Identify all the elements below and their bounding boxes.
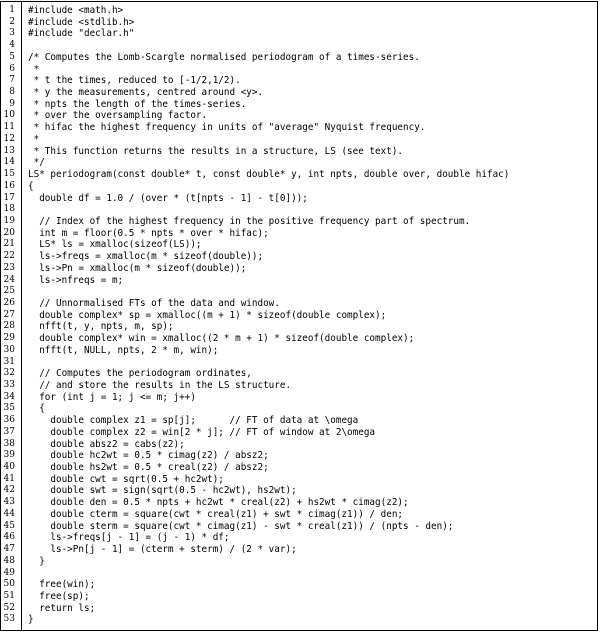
code-line <box>1 333 597 345</box>
code-text: * t the times, reduced to [-1/2,1/2). <box>28 75 241 87</box>
code-line <box>1 357 597 369</box>
line-number: 23 <box>3 262 15 273</box>
code-text: // Unnormalised FTs of the data and window. <box>28 297 280 309</box>
code-line <box>1 5 597 17</box>
code-text: ls->freqs[j - 1] = (j - 1) * df; <box>28 532 230 544</box>
line-number: 29 <box>3 333 15 344</box>
line-number: 37 <box>3 426 15 437</box>
line-number: 45 <box>3 520 15 531</box>
code-text: double df = 1.0 / (over * (t[npts - 1] - t[0])); <box>28 192 308 204</box>
line-number: 41 <box>3 473 15 484</box>
code-text: ls->Pn = xmalloc(m * sizeof(double)); <box>28 262 247 274</box>
code-lines <box>1 5 597 626</box>
code-line <box>1 450 597 462</box>
code-text: double swt = sign(sqrt(0.5 - hc2wt), hs2wt); <box>28 485 297 497</box>
code-line <box>1 380 597 392</box>
code-listing <box>0 1 598 631</box>
line-number: 12 <box>3 133 15 144</box>
code-line <box>1 193 597 205</box>
line-number: 22 <box>3 251 15 262</box>
code-text: { <box>28 180 34 192</box>
code-text: double cwt = sqrt(0.5 + hc2wt); <box>28 473 224 485</box>
code-line <box>1 64 597 76</box>
line-number: 35 <box>3 403 15 414</box>
line-number: 19 <box>3 215 15 226</box>
code-text: ls->Pn[j - 1] = (cterm + sterm) / (2 * var); <box>28 544 297 556</box>
line-number: 44 <box>3 508 15 519</box>
code-line <box>1 275 597 287</box>
code-line <box>1 75 597 87</box>
code-text: #include <math.h> <box>28 5 124 16</box>
code-text: double den = 0.5 * npts + hc2wt * creal(z2) + hs2wt * cimag(z2); <box>28 497 409 509</box>
code-text: double hs2wt = 0.5 * creal(z2) / absz2; <box>28 462 269 474</box>
code-text: // Index of the highest frequency in the positive frequency part of spectrum. <box>28 215 471 227</box>
line-number: 21 <box>3 239 15 250</box>
line-number: 16 <box>3 180 15 191</box>
line-number: 53 <box>3 614 15 625</box>
line-number: 8 <box>9 87 15 98</box>
line-number: 4 <box>9 40 15 51</box>
code-text: /* Computes the Lomb-Scargle normalised periodogram of a times-series. <box>28 51 420 63</box>
line-number: 11 <box>3 122 15 133</box>
code-line <box>1 614 597 626</box>
code-line <box>1 509 597 521</box>
code-line <box>1 87 597 99</box>
code-text: free(sp); <box>28 590 90 602</box>
line-number: 14 <box>3 157 15 168</box>
code-text: * <box>28 63 40 75</box>
code-text: #include <stdlib.h> <box>28 16 135 28</box>
line-number: 31 <box>3 356 15 367</box>
line-number: 25 <box>3 286 15 297</box>
code-text: LS* periodogram(const double* t, const double* y, int npts, double over, double hifac) <box>28 169 510 181</box>
code-line <box>1 556 597 568</box>
code-line <box>1 298 597 310</box>
code-text: double sterm = square(cwt * cimag(z1) - swt * creal(z1)) / (npts - den); <box>28 520 454 532</box>
line-number: 2 <box>9 16 15 27</box>
code-text: * over the oversampling factor. <box>28 110 208 122</box>
line-number: 1 <box>9 5 15 15</box>
code-text: * y the measurements, centred around <y>. <box>28 87 264 99</box>
code-text: * This function returns the results in a structure, LS (see text). <box>28 145 404 157</box>
line-number: 15 <box>3 169 15 180</box>
code-line <box>1 321 597 333</box>
code-line <box>1 239 597 251</box>
line-number: 38 <box>3 438 15 449</box>
code-text: double complex* sp = xmalloc((m + 1) * sizeof(double complex); <box>28 309 387 321</box>
code-line <box>1 415 597 427</box>
line-number: 33 <box>3 380 15 390</box>
code-text: double absz2 = cabs(z2); <box>28 438 185 450</box>
code-text: double complex z2 = win[2 * j]; // FT of window at 2\omega <box>28 426 376 438</box>
line-number: 32 <box>3 368 15 379</box>
line-number: 48 <box>3 555 15 566</box>
line-number: 3 <box>9 28 15 39</box>
line-number: 36 <box>3 415 15 426</box>
code-line <box>1 146 597 158</box>
line-number: 27 <box>3 309 15 320</box>
code-text: nfft(t, y, npts, m, sp); <box>28 321 174 333</box>
line-number: 46 <box>3 532 15 543</box>
line-number: 42 <box>3 485 15 496</box>
line-number: 17 <box>3 192 15 203</box>
code-text: } <box>28 614 34 626</box>
line-number: 49 <box>3 567 15 578</box>
code-text: LS* ls = xmalloc(sizeof(LS)); <box>28 239 202 251</box>
code-line <box>1 485 597 497</box>
code-text: ls->nfreqs = m; <box>28 274 124 286</box>
line-number: 13 <box>3 145 15 156</box>
code-text: * <box>28 133 40 145</box>
line-number: 52 <box>3 602 15 613</box>
code-line <box>1 122 597 134</box>
line-number: 20 <box>3 227 15 238</box>
line-number: 30 <box>3 344 15 355</box>
line-number: 7 <box>9 75 15 86</box>
code-line <box>1 427 597 439</box>
code-line <box>1 403 597 415</box>
code-line <box>1 439 597 451</box>
code-text: return ls; <box>28 602 96 614</box>
code-text: // Computes the periodogram ordinates, <box>28 368 252 380</box>
code-text: double complex* win = xmalloc((2 * m + 1) * sizeof(double complex); <box>28 333 415 345</box>
code-text: #include "declar.h" <box>28 28 135 40</box>
code-line <box>1 286 597 298</box>
line-number: 26 <box>3 297 15 308</box>
code-line <box>1 532 597 544</box>
code-text: ls->freqs = xmalloc(m * sizeof(double)); <box>28 251 264 263</box>
code-line <box>1 345 597 357</box>
code-line <box>1 228 597 240</box>
line-number: 40 <box>3 462 15 473</box>
code-text: // and store the results in the LS structure. <box>28 380 292 391</box>
code-line <box>1 462 597 474</box>
code-text <box>21 568 28 580</box>
code-text: double cterm = square(cwt * creal(z1) + swt * cimag(z1)) / den; <box>28 508 404 520</box>
code-line <box>1 181 597 193</box>
code-text: double complex z1 = sp[j]; // FT of data at \omega <box>28 415 359 427</box>
code-line <box>1 474 597 486</box>
code-text: */ <box>28 157 45 169</box>
code-line <box>1 17 597 29</box>
code-text <box>21 357 28 369</box>
code-line <box>1 591 597 603</box>
line-number: 9 <box>9 98 15 109</box>
code-line <box>1 52 597 64</box>
code-line <box>1 110 597 122</box>
line-number: 18 <box>3 204 15 215</box>
line-number: 24 <box>3 274 15 285</box>
code-text: * npts the length of the times-series. <box>28 98 247 110</box>
code-text: free(win); <box>28 579 96 591</box>
code-line <box>1 392 597 404</box>
code-line <box>1 169 597 181</box>
code-text: nfft(t, NULL, npts, 2 * m, win); <box>28 344 219 356</box>
line-number: 51 <box>3 590 15 601</box>
code-text: double hc2wt = 0.5 * cimag(z2) / absz2; <box>28 450 269 462</box>
code-line <box>1 521 597 533</box>
code-line <box>1 204 597 216</box>
code-text: int m = floor(0.5 * npts * over * hifac); <box>28 227 269 239</box>
code-text <box>21 40 28 52</box>
line-number: 39 <box>3 450 15 461</box>
line-number: 47 <box>3 544 15 555</box>
code-text <box>21 286 28 298</box>
code-line <box>1 216 597 228</box>
code-line <box>1 603 597 615</box>
code-line <box>1 40 597 52</box>
code-text: } <box>28 555 45 567</box>
code-line <box>1 99 597 111</box>
code-line <box>1 579 597 591</box>
code-line <box>1 263 597 275</box>
code-line <box>1 157 597 169</box>
line-number: 50 <box>3 579 15 590</box>
code-line <box>1 134 597 146</box>
code-line <box>1 28 597 40</box>
code-line <box>1 310 597 322</box>
code-text <box>21 204 28 216</box>
code-line <box>1 497 597 509</box>
line-number: 28 <box>3 321 15 332</box>
code-line <box>1 251 597 263</box>
code-line <box>1 368 597 380</box>
code-line <box>1 544 597 556</box>
line-number: 5 <box>9 51 15 62</box>
code-text: for (int j = 1; j <= m; j++) <box>28 391 196 403</box>
line-number: 43 <box>3 497 15 508</box>
code-text: { <box>28 403 45 415</box>
line-number: 10 <box>3 110 15 121</box>
code-text: * hifac the highest frequency in units of "average" Nyquist frequency. <box>28 122 426 134</box>
line-number: 34 <box>3 391 15 402</box>
code-line <box>1 568 597 580</box>
line-number: 6 <box>9 63 15 74</box>
